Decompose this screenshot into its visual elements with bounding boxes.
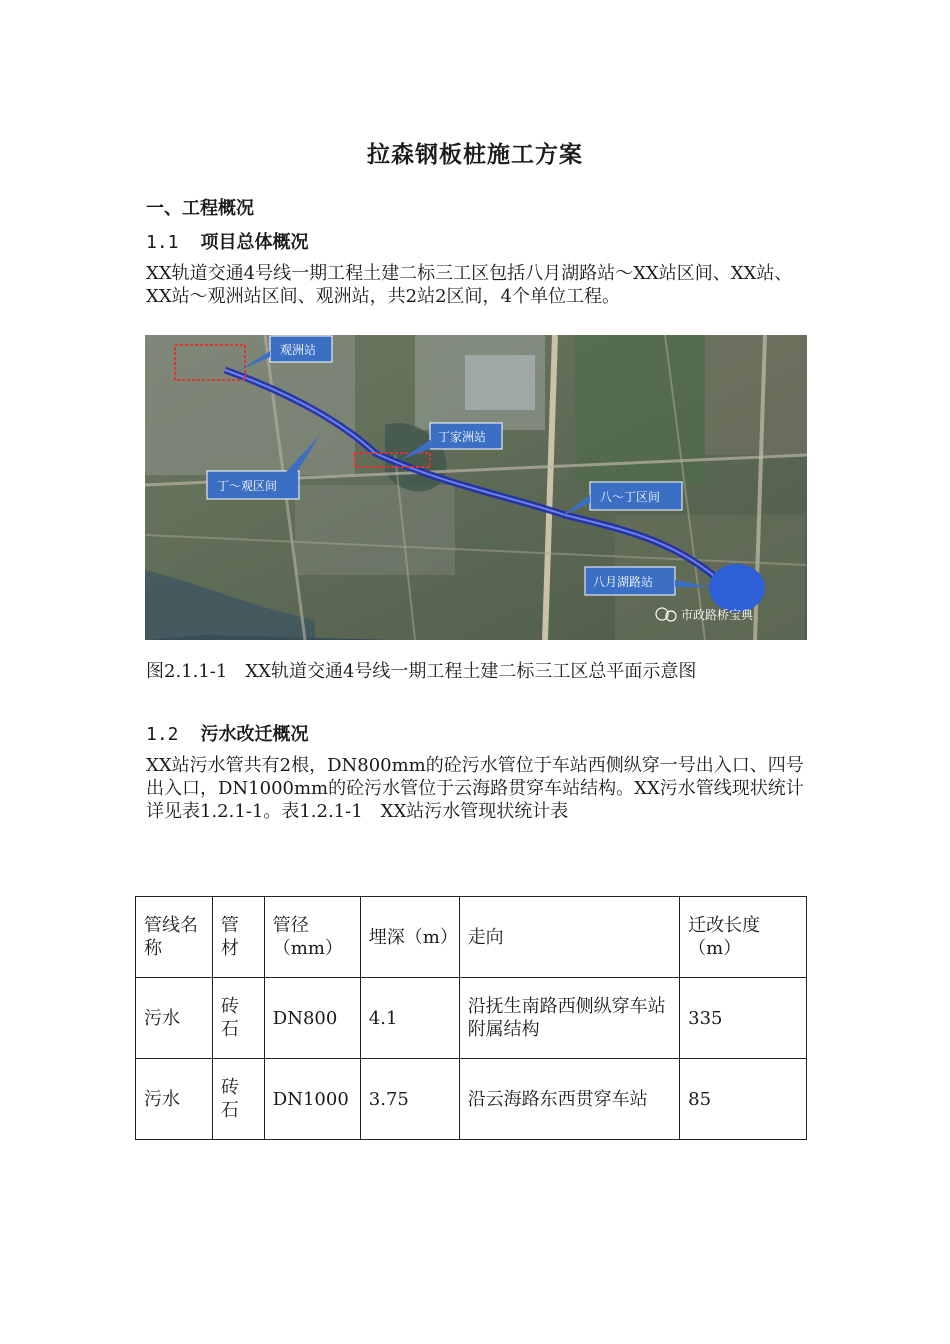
table-header-cell: 管线名称 <box>136 897 213 978</box>
label-dinguan-text: 丁～观区间 <box>217 479 278 493</box>
table-header-cell: 管材 <box>212 897 264 978</box>
subsection-heading <box>146 720 309 746</box>
document-title: 拉森钢板桩施工方案 <box>367 142 583 168</box>
table-cell: 沿云海路东西贯穿车站 <box>459 1059 679 1140</box>
table-row <box>136 1059 807 1140</box>
satellite-map-image <box>145 335 807 640</box>
table-cell: 335 <box>680 978 807 1059</box>
table-cell: 3.75 <box>360 1059 459 1140</box>
label-bayuehu-text: 八月湖路站 <box>593 575 654 589</box>
table-cell: 污水 <box>136 1059 213 1140</box>
watermark-text: 市政路桥宝典 <box>681 608 754 622</box>
figure-caption: 图2.1.1-1 XX轨道交通4号线一期工程土建二标三工区总平面示意图 <box>146 661 697 682</box>
table-cell: 砖石 <box>212 978 264 1059</box>
table-row <box>136 978 807 1059</box>
table-header-row <box>136 897 807 978</box>
subsection-number: 1.1 <box>146 232 179 253</box>
table-header-cell: 走向 <box>459 897 679 978</box>
paragraph-overview: XX轨道交通4号线一期工程土建二标三工区包括八月湖路站～XX站区间、XX站、XX站～观洲站区间、观洲站，共2站2区间，4个单位工程。 <box>146 263 793 307</box>
label-dingjiazhou-text: 丁家洲站 <box>438 430 487 444</box>
table-header-cell: 埋深（m） <box>360 897 459 978</box>
table-cell: 沿抚生南路西侧纵穿车站附属结构 <box>459 978 679 1059</box>
table-header-cell: 管径（mm） <box>264 897 360 978</box>
table-cell: DN800 <box>264 978 360 1059</box>
site-plan-map <box>145 335 807 640</box>
subsection-number: 1.2 <box>146 724 179 745</box>
table-header-cell: 迁改长度（m） <box>680 897 807 978</box>
table-cell: 污水 <box>136 978 213 1059</box>
table-cell: 砖石 <box>212 1059 264 1140</box>
label-guanzhou-text: 观洲站 <box>280 343 317 357</box>
table-cell: 85 <box>680 1059 807 1140</box>
bayuehu-station-marker <box>709 564 765 612</box>
subsection-title: 项目总体概况 <box>200 232 309 253</box>
label-bading-text: 八～丁区间 <box>600 490 661 504</box>
paragraph-sewage: XX站污水管共有2根，DN800mm的砼污水管位于车站西侧纵穿一号出入口、四号出入口，DN1000mm的砼污水管位于云海路贯穿车站结构。XX污水管线现状统计详见表1.2.1-1。表1.2.1-1 XX站污水管现状统计表 <box>146 755 804 822</box>
section-heading: 一、工程概况 <box>146 198 254 219</box>
pipe-status-table <box>135 896 807 1140</box>
table-cell: DN1000 <box>264 1059 360 1140</box>
table-cell: 4.1 <box>360 978 459 1059</box>
subsection-heading <box>146 228 309 254</box>
subsection-title: 污水改迁概况 <box>200 724 309 745</box>
